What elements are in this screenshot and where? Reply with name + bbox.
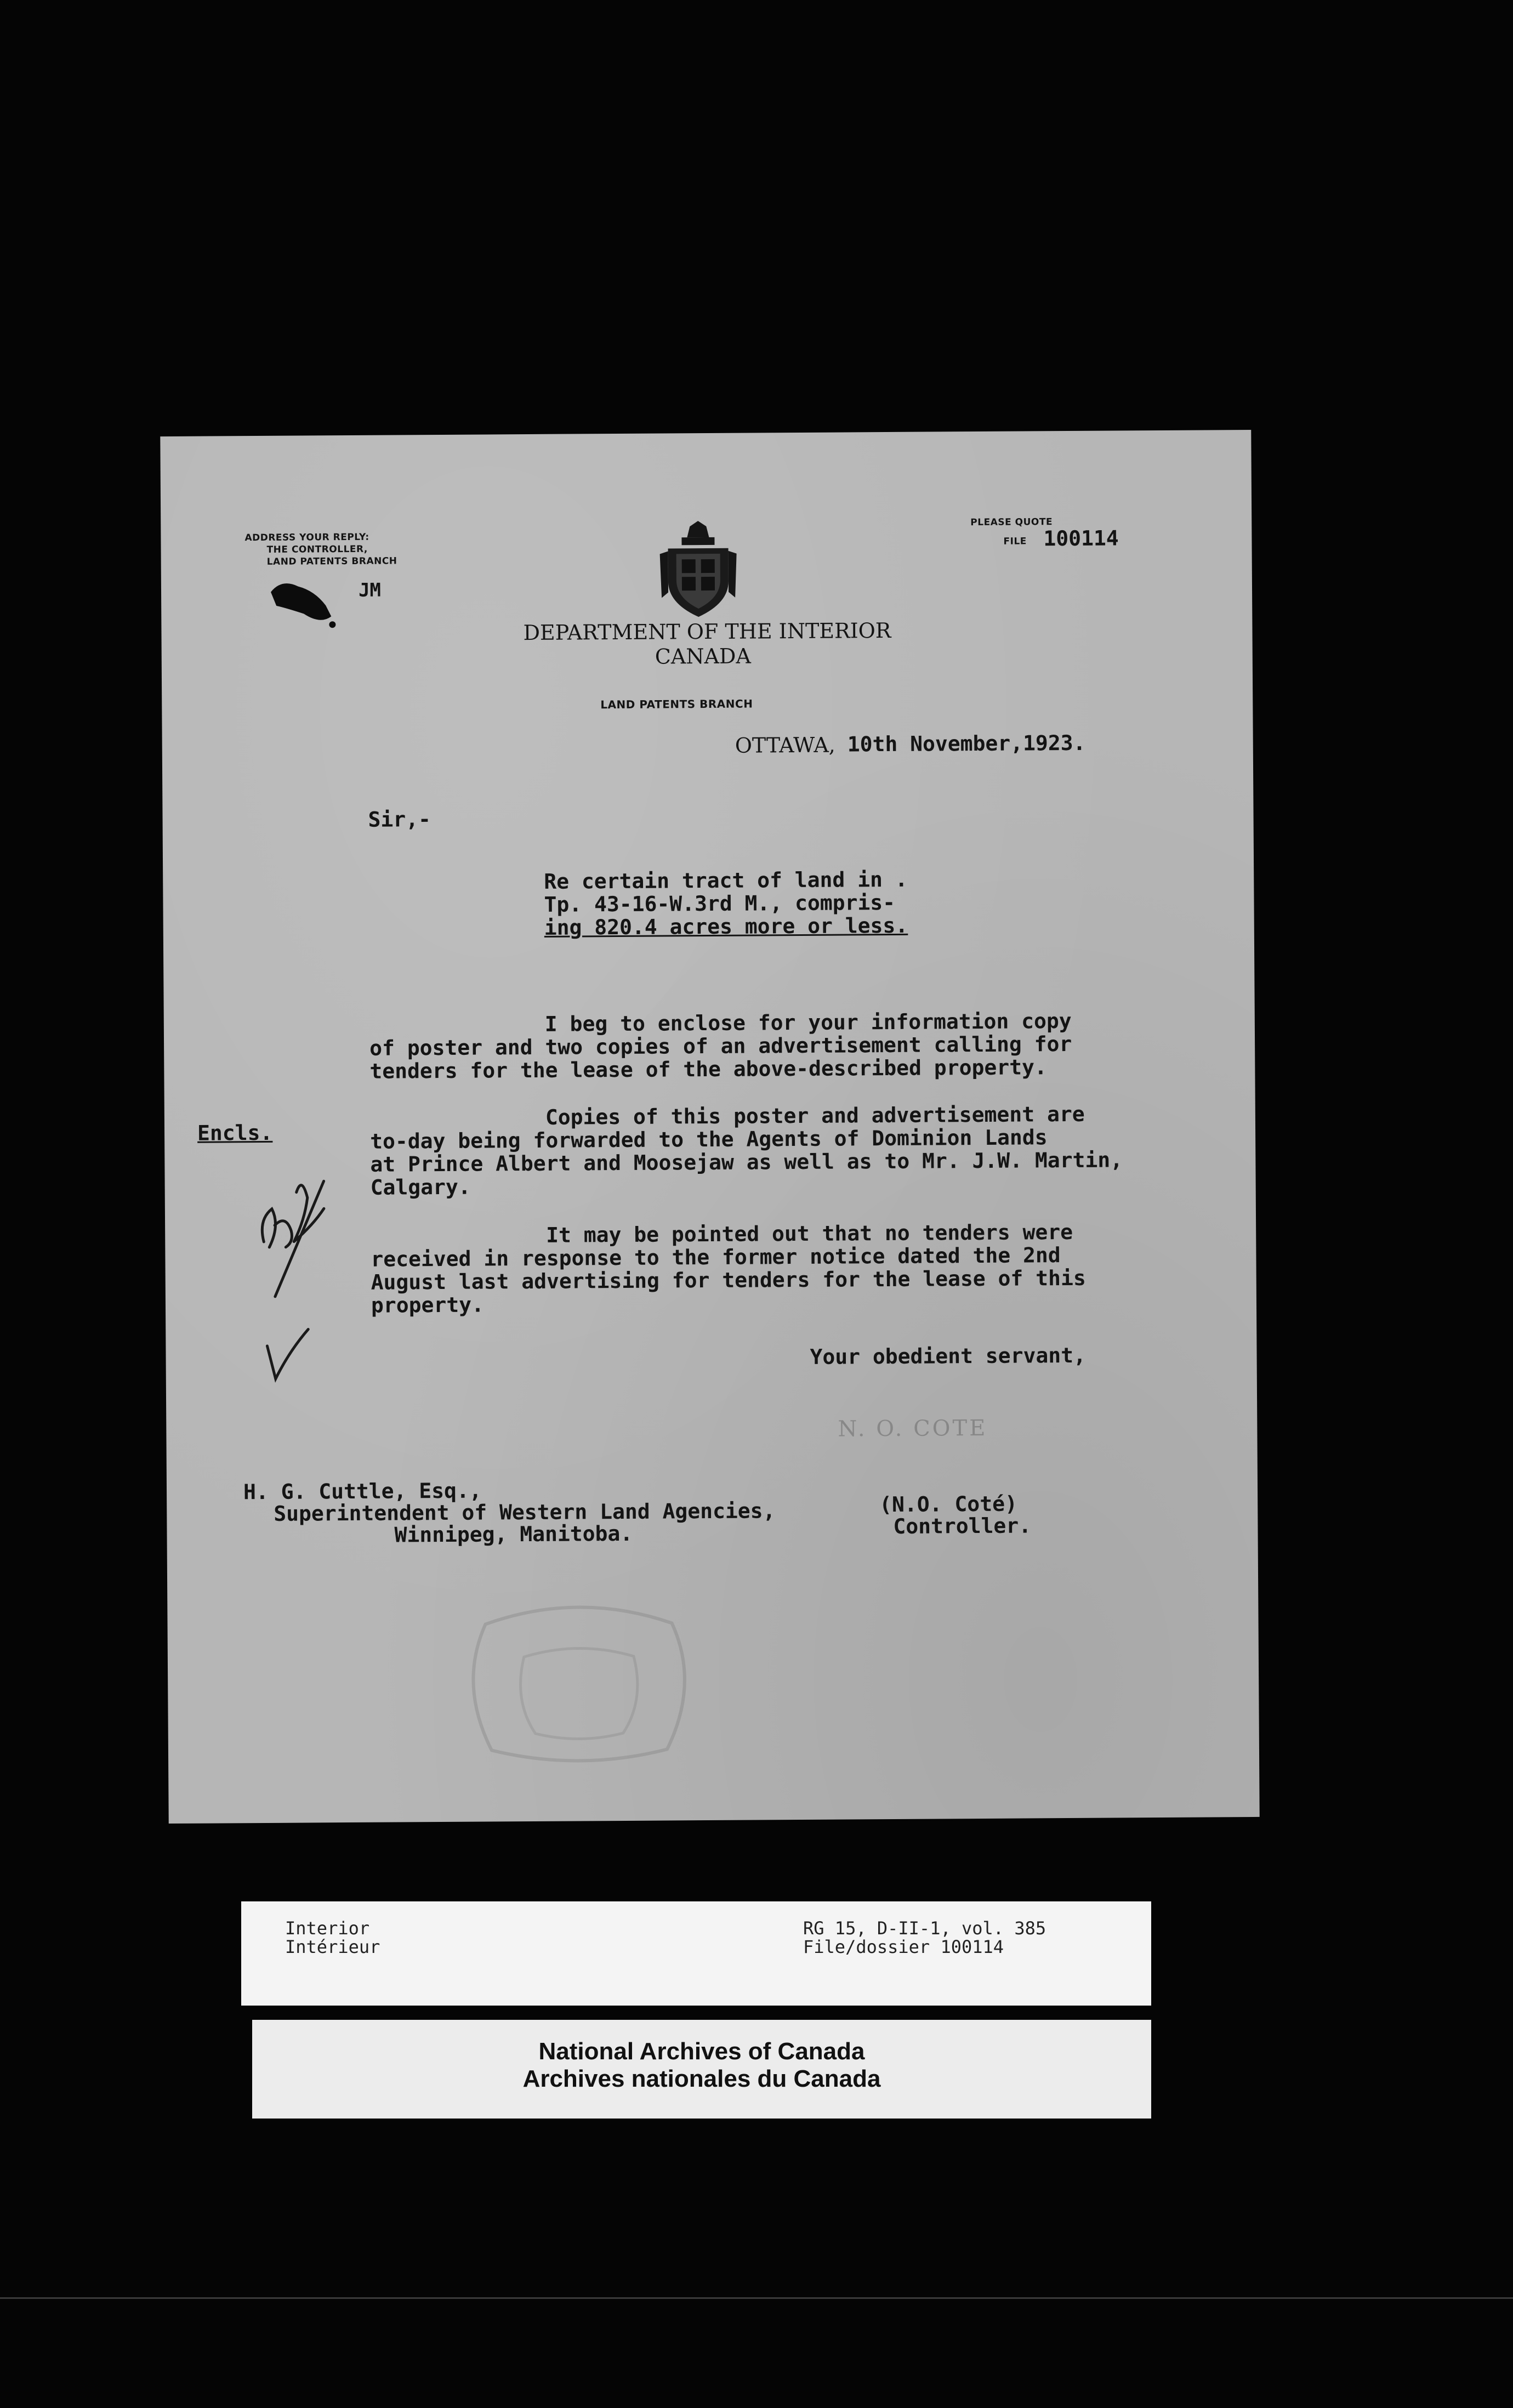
signer-name: (N.O. Coté)	[879, 1491, 1018, 1517]
national-archives-banner	[252, 2020, 1151, 2119]
address-reply-line-1: ADDRESS YOUR REPLY:	[244, 531, 369, 544]
coat-of-arms-icon	[657, 521, 740, 620]
checkmark-annotation	[259, 1324, 314, 1384]
address-reply-line-3: LAND PATENTS BRANCH	[266, 555, 397, 567]
city: OTTAWA,	[735, 732, 835, 758]
paragraph2-line-1: Copies of this poster and advertisement are	[545, 1101, 1085, 1129]
recipient-line-2: Superintendent of Western Land Agencies,	[274, 1498, 776, 1526]
subject-line-2: Tp. 43-16-W.3rd M., compris-	[544, 890, 896, 917]
archives-name-fr: Archives nationales du Canada	[522, 2065, 881, 2092]
faint-seal-impression	[441, 1590, 716, 1773]
branch-title: LAND PATENTS BRANCH	[600, 697, 753, 712]
department-name-fr: Intérieur	[285, 1936, 380, 1957]
recipient-line-3: Winnipeg, Manitoba.	[394, 1521, 633, 1547]
paragraph2-line-4: Calgary.	[370, 1174, 471, 1200]
paragraph3-line-4: property.	[371, 1292, 485, 1317]
address-reply-line-2: THE CONTROLLER,	[266, 543, 368, 555]
bottom-divider	[0, 2297, 1513, 2299]
department-name-en: Interior	[285, 1918, 370, 1939]
closing: Your obedient servant,	[810, 1343, 1087, 1369]
archives-name-en: National Archives of Canada	[538, 2038, 865, 2065]
department-title: DEPARTMENT OF THE INTERIOR	[523, 618, 891, 645]
file-label: FILE	[1003, 536, 1027, 547]
paragraph1-line-1: I beg to enclose for your information copy	[544, 1008, 1072, 1036]
paragraph2-line-2: to-day being forwarded to the Agents of Dominion Lands	[370, 1125, 1048, 1154]
paragraph3-line-2: received in response to the former notice dated the 2nd	[371, 1243, 1061, 1271]
ink-blot-mark	[265, 575, 343, 631]
handwritten-annotation	[241, 1159, 341, 1302]
salutation: Sir,-	[368, 807, 431, 832]
paragraph3-line-3: August last advertising for tenders for the lease of this	[371, 1265, 1086, 1294]
archive-reference-label	[241, 1901, 1151, 2006]
enclosures-note: Encls.	[197, 1120, 273, 1145]
file-dossier-reference: File/dossier 100114	[803, 1936, 1004, 1957]
recipient-line-1: H. G. Cuttle, Esq.,	[243, 1478, 482, 1504]
country-title: CANADA	[655, 644, 752, 669]
paragraph1-line-2: of poster and two copies of an advertisement calling for	[369, 1031, 1072, 1060]
subject-line-1: Re certain tract of land in .	[544, 867, 908, 894]
paragraph3-line-1: It may be pointed out that no tenders were	[546, 1219, 1073, 1247]
letter-date: 10th November,1923.	[847, 730, 1086, 757]
paragraph1-line-3: tenders for the lease of the above-described property.	[369, 1055, 1047, 1083]
signer-title: Controller.	[893, 1513, 1032, 1538]
letter-page	[160, 430, 1259, 1824]
file-number: 100114	[1043, 526, 1119, 551]
initials: JM	[358, 579, 382, 601]
paragraph2-line-3: at Prince Albert and Moosejaw as well as to Mr. J.W. Martin,	[370, 1148, 1123, 1177]
signature-stamp: N. O. COTE	[838, 1415, 988, 1442]
please-quote-label: PLEASE QUOTE	[970, 516, 1053, 529]
record-group-reference: RG 15, D-II-1, vol. 385	[803, 1918, 1046, 1939]
subject-line-3: ing 820.4 acres more or less.	[544, 913, 908, 940]
